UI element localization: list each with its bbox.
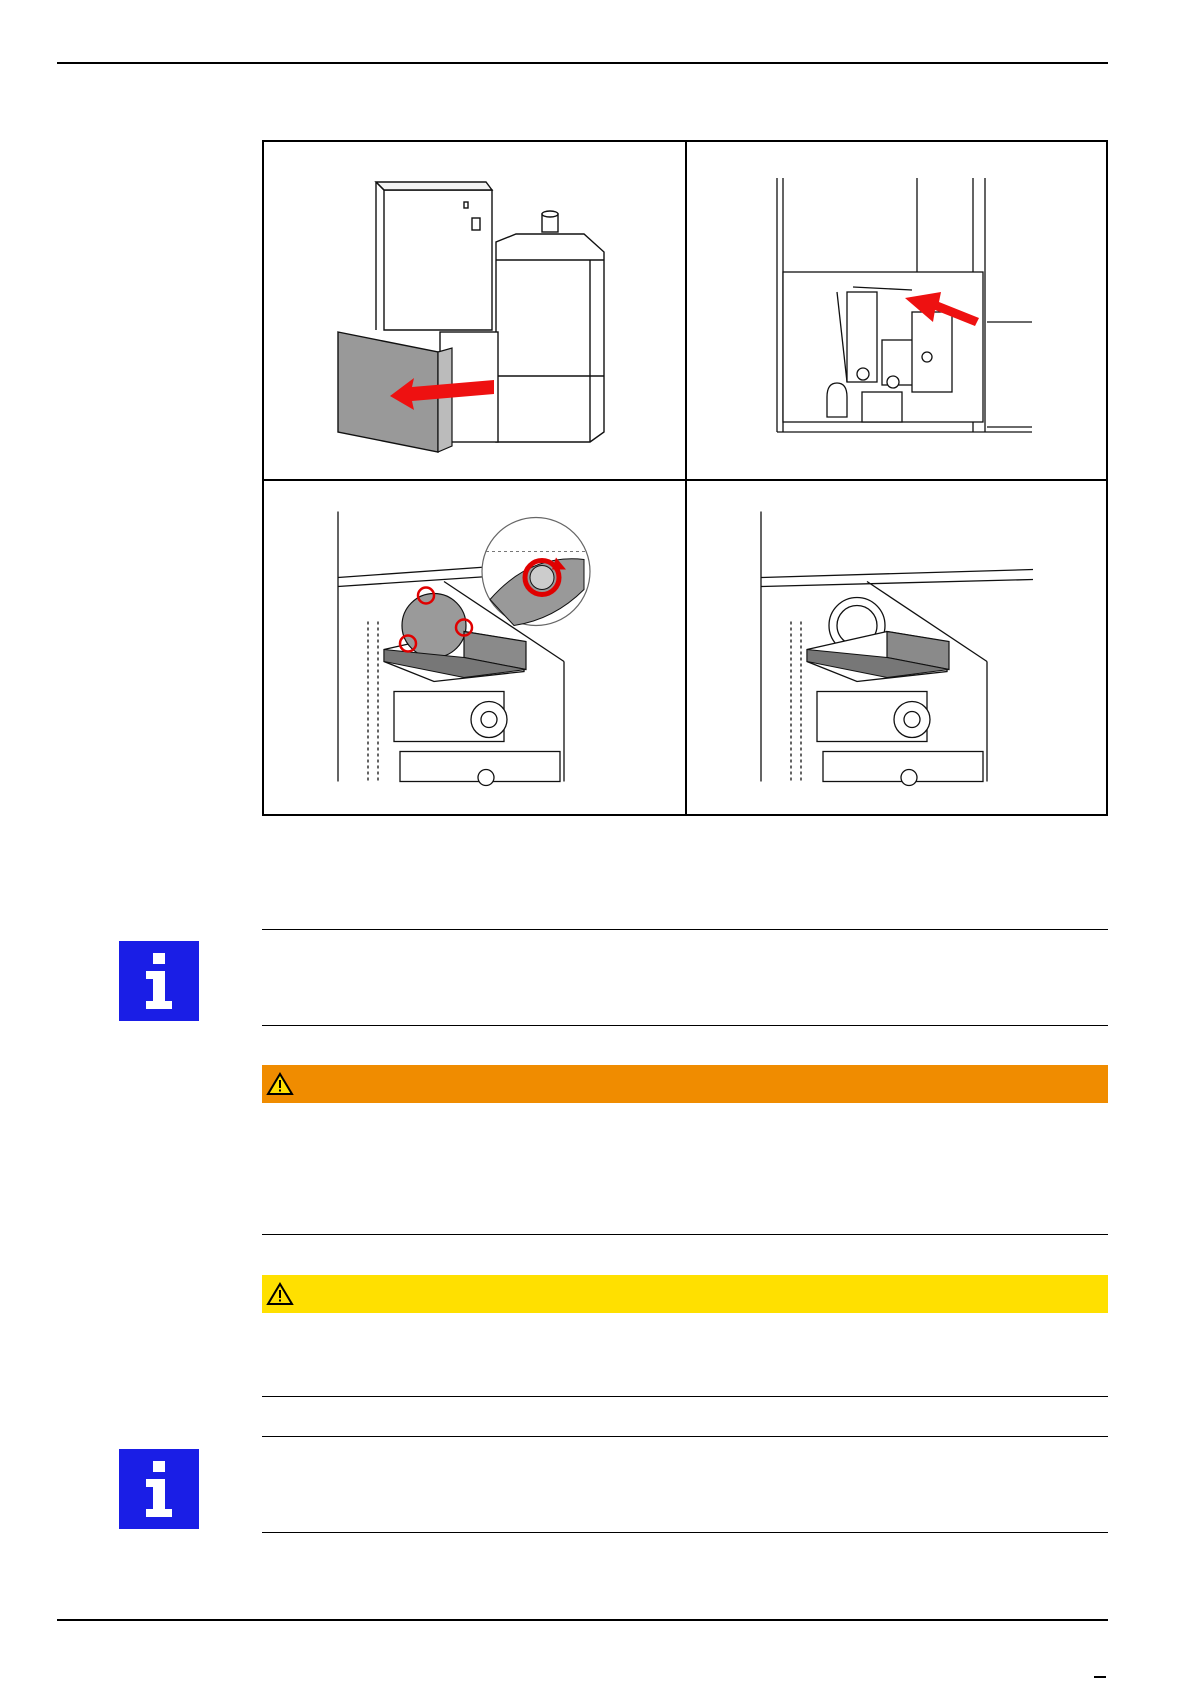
warning-triangle-icon	[266, 1072, 294, 1096]
note-1-top-rule	[262, 929, 1108, 930]
panel-feeder-opening	[687, 142, 1108, 478]
panel-flange-removed	[687, 481, 1108, 817]
panel-flange-screws	[264, 481, 685, 817]
warning-1-bottom-rule	[262, 1234, 1108, 1235]
panel-remove-cover	[264, 142, 685, 478]
warning-banner-orange	[262, 1065, 1108, 1103]
footer-mark	[1094, 1676, 1106, 1678]
note-1-bottom-rule	[262, 1025, 1108, 1026]
header-rule	[57, 62, 1108, 64]
note-2-top-rule	[262, 1436, 1108, 1437]
info-icon	[119, 941, 199, 1021]
warning-triangle-icon	[266, 1282, 294, 1306]
info-icon	[119, 1449, 199, 1529]
flange-removed-illustration	[687, 481, 1108, 817]
footer-rule	[57, 1619, 1108, 1621]
warning-2-bottom-rule	[262, 1396, 1108, 1397]
flange-screws-illustration	[264, 481, 685, 817]
figure-grid	[262, 140, 1108, 816]
feeder-illustration	[687, 142, 1108, 478]
boiler-cover-illustration	[264, 142, 685, 478]
warning-banner-yellow	[262, 1275, 1108, 1313]
note-2-bottom-rule	[262, 1532, 1108, 1533]
